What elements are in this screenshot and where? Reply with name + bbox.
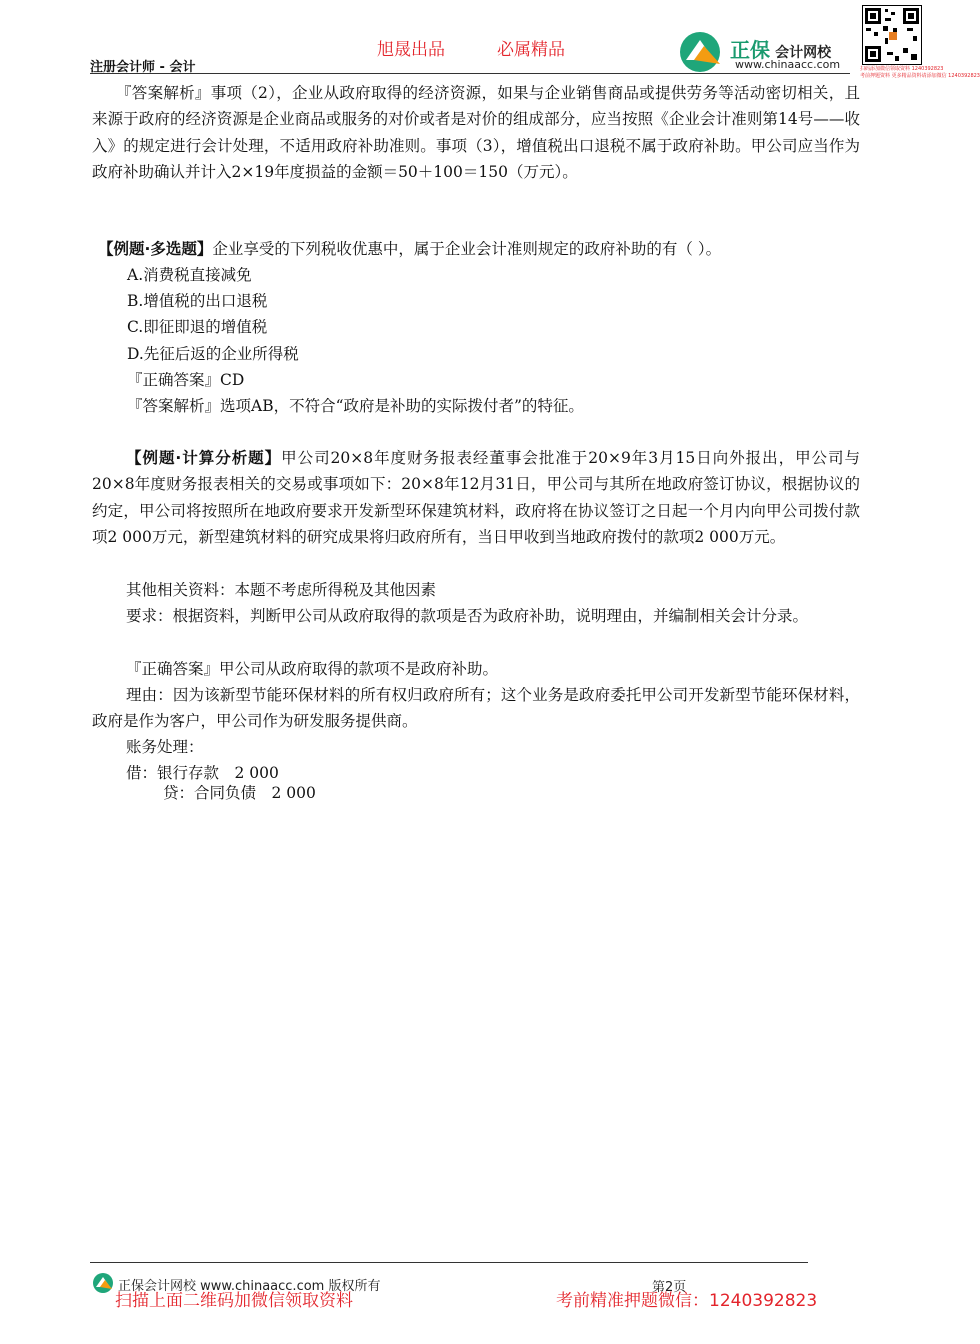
qr-caption-1: 扫码添加微信领取资料 1240392823 xyxy=(860,66,944,72)
requirement: 要求：根据资料，判断甲公司从政府取得的款项是否为政府补助，说明理由，并编制相关会计分录。 xyxy=(126,607,809,625)
correct-answer: 『正确答案』甲公司从政府取得的款项不是政府补助。 xyxy=(126,660,499,678)
reason: 理由：因为该新型节能环保材料的所有权归政府所有；这个业务是政府委托甲公司开发新型节能环保材料，政府是作为客户，甲公司作为研发服务提供商。 xyxy=(92,686,860,731)
header-divider xyxy=(90,73,850,74)
question-calculation xyxy=(92,445,860,551)
question-stem: 甲公司20×8年度财务报表经董事会批准于20×9年3月15日向外报出，甲公司与20×8年度财务报表相关的交易或事项如下：20×8年12月31日，甲公司与其所在地政府签订协议，根据协议的约定，甲公司将按照所在地政府要求开发新型环保建筑材料，政府将在协议签订之日起一个月内向甲公司拨付款项2 000万元，新型建筑材料的研究成果将归政府所有，当日甲收到当地政府拨付的款项2 000万元。 xyxy=(92,449,861,547)
accounting-label: 账务处理： xyxy=(126,738,204,756)
qr-caption-2: 考前押题资料 更多精品资料请添加微信 1240392823 xyxy=(860,73,980,79)
question-multi-choice xyxy=(98,236,721,262)
question-title: 【例题·多选题】 xyxy=(98,240,213,258)
footer-divider xyxy=(90,1262,808,1263)
chinaacc-footer-logo-icon xyxy=(92,1272,114,1294)
header-promo-right: 必属精品 xyxy=(497,40,565,60)
question-title: 【例题·计算分析题】 xyxy=(126,449,282,467)
chinaacc-logo-icon xyxy=(678,30,726,74)
question-stem: 企业享受的下列税收优惠中，属于企业会计准则规定的政府补助的有（ ）。 xyxy=(212,240,722,258)
answer-analysis: 『答案解析』选项AB，不符合“政府是补助的实际拨付者”的特征。 xyxy=(127,397,584,415)
page-number: 第2页 xyxy=(652,1280,687,1295)
brand-name: 正保 xyxy=(730,38,770,62)
course-title: 注册会计师 - 会计 xyxy=(90,60,196,75)
brand-sub: 会计网校 xyxy=(775,45,832,61)
option-a: A.消费税直接减免 xyxy=(127,266,252,284)
journal-credit: 贷：合同负债 2 000 xyxy=(163,784,316,802)
footer-promo-right: 考前精准押题微信：1240392823 xyxy=(556,1291,818,1311)
brand-url: www.chinaacc.com xyxy=(735,58,841,71)
option-b: B.增值税的出口退税 xyxy=(127,292,268,310)
correct-answer: 『正确答案』CD xyxy=(127,371,245,389)
header-promo-left: 旭晟出品 xyxy=(377,40,445,60)
other-info: 其他相关资料：本题不考虑所得税及其他因素 xyxy=(126,581,437,599)
option-d: D.先征后返的企业所得税 xyxy=(127,345,299,363)
answer-analysis-paragraph: 『答案解析』事项（2），企业从政府取得的经济资源，如果与企业销售商品或提供劳务等活动密切相关，且来源于政府的经济资源是企业商品或服务的对价或者是对价的组成部分，应当按照《企业会计准则第14号——收入》的规定进行会计处理，不适用政府补助准则。事项（3），增值税出口退税不属于政府补助。甲公司应当作为政府补助确认并计入2×19年度损益的金额＝50＋100＝150（万元）。 xyxy=(92,84,860,182)
option-c: C.即征即退的增值税 xyxy=(127,318,268,336)
qr-code-icon xyxy=(862,5,922,65)
footer-copyright: 正保会计网校 www.chinaacc.com 版权所有 xyxy=(118,1279,381,1294)
footer-promo-left: 扫描上面二维码加微信领取资料 xyxy=(115,1291,353,1311)
journal-debit: 借：银行存款 2 000 xyxy=(126,764,279,782)
